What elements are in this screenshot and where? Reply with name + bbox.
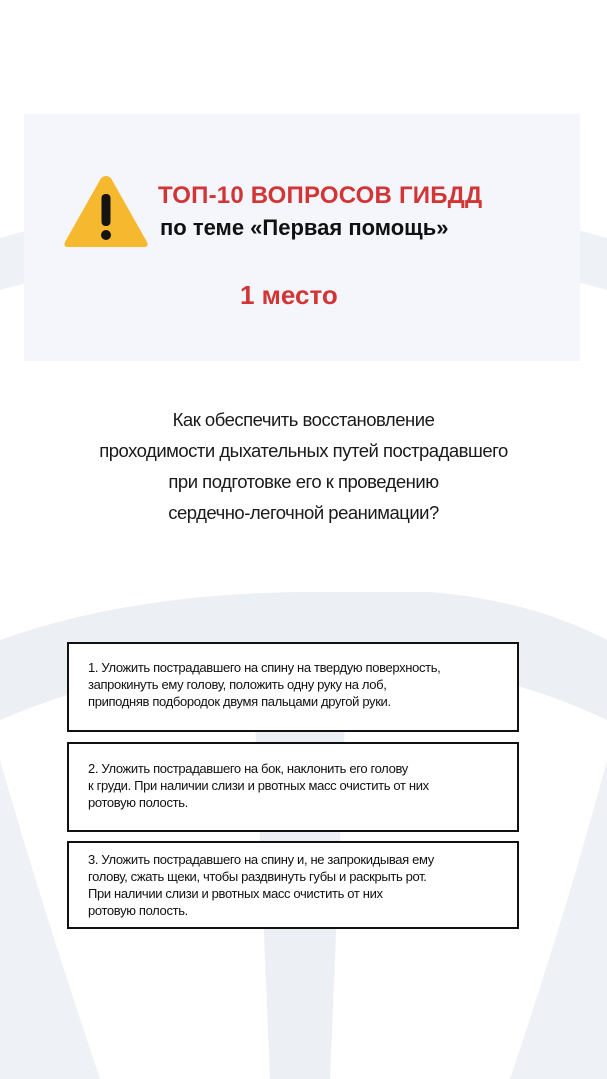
answer-option-1[interactable] xyxy=(67,642,519,732)
answer-text xyxy=(88,851,434,919)
title-top10: ТОП-10 ВОПРОСОВ ГИБДД xyxy=(158,182,483,209)
answer-text xyxy=(88,760,429,811)
answer-line: 3. Уложить пострадавшего на спину и, не запрокидывая ему xyxy=(88,852,434,867)
place-label: 1 место xyxy=(240,280,338,310)
question-line: сердечно-легочной реанимации? xyxy=(168,502,439,523)
answer-line: приподняв подбородок двумя пальцами другой руки. xyxy=(88,694,391,709)
answer-line: голову, сжать щеки, чтобы раздвинуть губы и раскрыть рот. xyxy=(88,869,427,884)
answer-line: 2. Уложить пострадавшего на бок, наклонить его голову xyxy=(88,761,408,776)
answer-text xyxy=(88,659,440,710)
answer-option-3[interactable] xyxy=(67,841,519,929)
question-text xyxy=(40,404,567,528)
answer-option-2[interactable] xyxy=(67,742,519,832)
title-topic: по теме «Первая помощь» xyxy=(160,215,449,240)
answer-line: При наличии слизи и рвотных масс очистить от них xyxy=(88,886,383,901)
answer-line: ротовую полость. xyxy=(88,795,188,810)
question-line: при подготовке его к проведению xyxy=(168,471,439,492)
answer-line: к груди. При наличии слизи и рвотных масс очистить от них xyxy=(88,778,429,793)
answer-line: запрокинуть ему голову, положить одну руку на лоб, xyxy=(88,677,387,692)
question-line: Как обеспечить восстановление xyxy=(172,409,435,430)
answer-line: 1. Уложить пострадавшего на спину на твердую поверхность, xyxy=(88,660,441,675)
answer-line: ротовую полость. xyxy=(88,903,188,918)
question-line: проходимости дыхательных путей пострадавшего xyxy=(99,440,508,461)
header-card xyxy=(24,114,580,361)
warning-icon xyxy=(62,172,150,250)
